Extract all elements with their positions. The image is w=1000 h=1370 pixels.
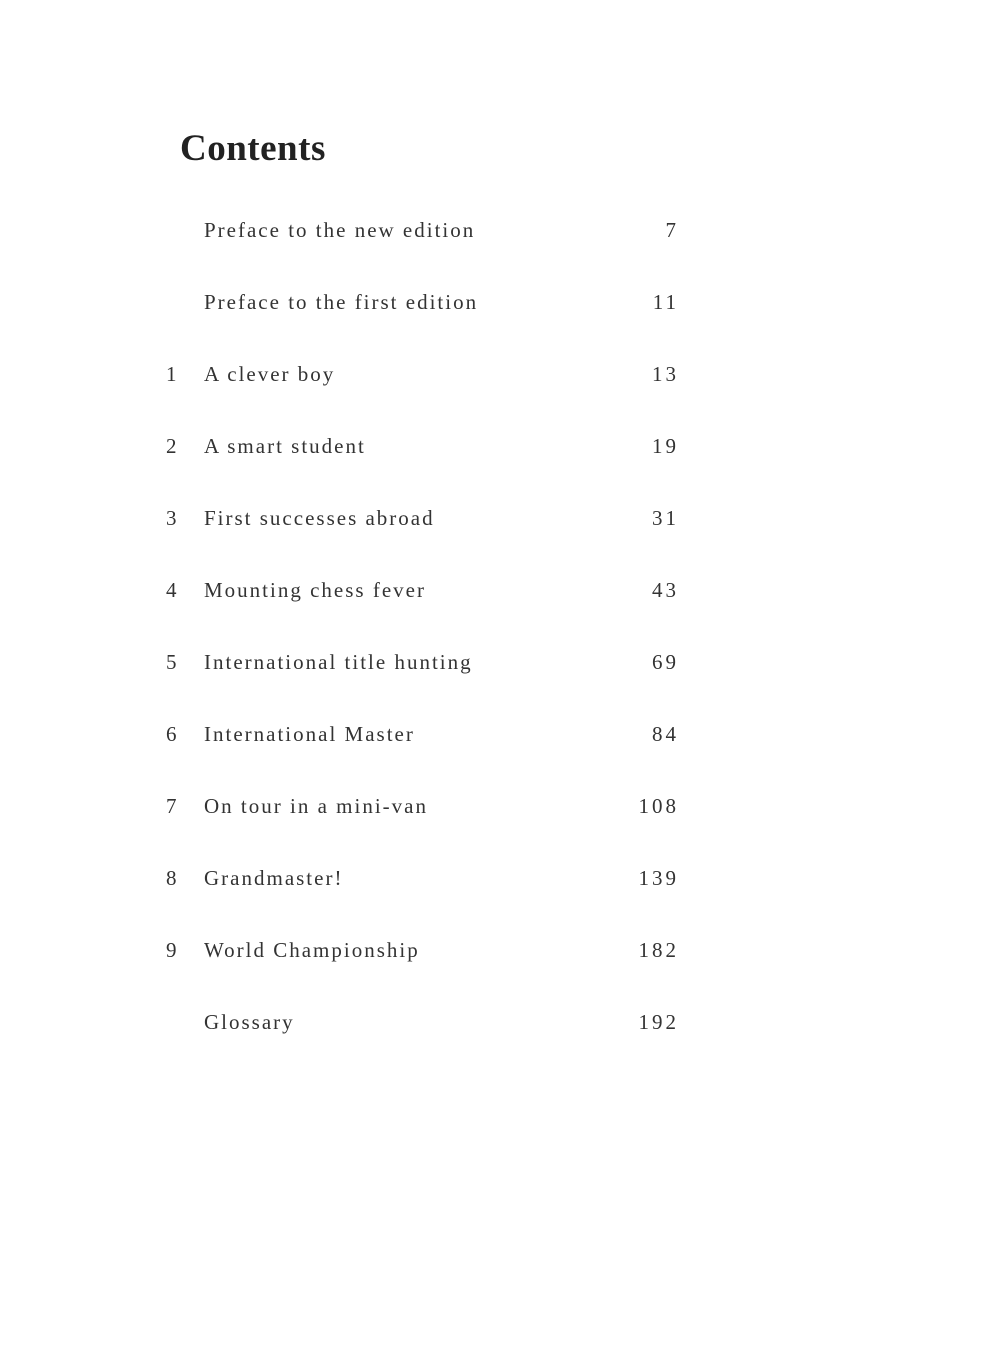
toc-entry-title: On tour in a mini-van [204, 794, 428, 818]
toc-entry [0, 503, 1000, 533]
toc-entry-page: 182 [638, 938, 679, 962]
toc-entry-page: 69 [652, 650, 679, 674]
toc-entry-title: International Master [204, 722, 415, 746]
toc-entry-number: 4 [166, 578, 177, 602]
toc-entry-number: 6 [166, 722, 177, 746]
toc-entry-title: International title hunting [204, 650, 473, 674]
toc-entry-number: 3 [166, 506, 177, 530]
toc-entry-title: Glossary [204, 1010, 295, 1034]
toc-entry-title: A clever boy [204, 362, 336, 386]
toc-entry [0, 1007, 1000, 1037]
toc-entry-page: 192 [638, 1010, 679, 1034]
toc-entry [0, 431, 1000, 461]
toc-entry [0, 863, 1000, 893]
toc-entry-title: Grandmaster! [204, 866, 344, 890]
toc-entry-page: 7 [665, 218, 679, 242]
toc-entry-title: Preface to the first edition [204, 290, 479, 314]
toc-entry-page: 84 [652, 722, 679, 746]
toc-entry-page: 19 [652, 434, 679, 458]
toc-entry-number: 1 [166, 362, 177, 386]
toc-entry-page: 31 [652, 506, 679, 530]
toc-entry-number: 2 [166, 434, 177, 458]
page-title: Contents [180, 128, 326, 169]
toc-entry-page: 43 [652, 578, 679, 602]
toc-entry [0, 575, 1000, 605]
toc-entry-title: Mounting chess fever [204, 578, 426, 602]
toc-entry-title: First successes abroad [204, 506, 435, 530]
toc-entry [0, 287, 1000, 317]
toc-entry-title: Preface to the new edition [204, 218, 476, 242]
toc-entry-page: 11 [652, 290, 679, 314]
toc-entry-title: World Championship [204, 938, 420, 962]
toc-entry-page: 13 [652, 362, 679, 386]
toc-entry [0, 791, 1000, 821]
toc-entry [0, 215, 1000, 245]
toc-entry [0, 647, 1000, 677]
toc-entry-page: 108 [638, 794, 679, 818]
toc-entry-number: 5 [166, 650, 177, 674]
toc-entry [0, 719, 1000, 749]
toc-entry-number: 9 [166, 938, 177, 962]
toc-entry-title: A smart student [204, 434, 366, 458]
toc-entry-number: 7 [166, 794, 177, 818]
toc-entry-page: 139 [638, 866, 679, 890]
toc-entry [0, 935, 1000, 965]
toc-entry-number: 8 [166, 866, 177, 890]
toc-entry [0, 359, 1000, 389]
